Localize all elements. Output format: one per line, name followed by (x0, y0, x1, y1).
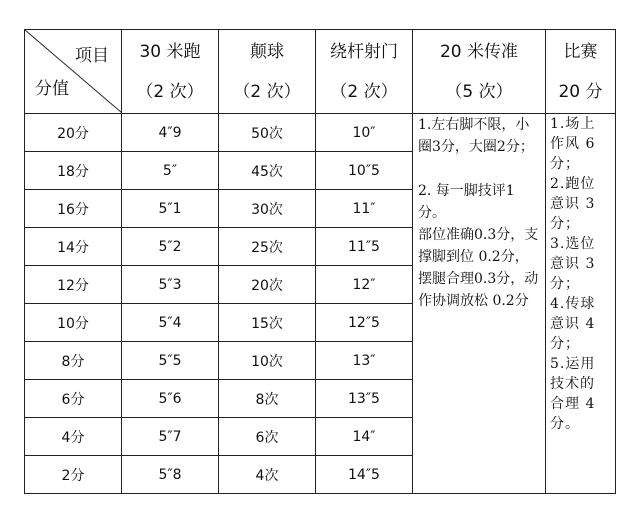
run-cell: 5″2 (122, 228, 219, 266)
dribble-cell: 11″5 (316, 228, 413, 266)
dribble-cell: 11″ (316, 190, 413, 228)
run-cell: 5″3 (122, 266, 219, 304)
juggle-cell: 4次 (219, 456, 316, 494)
score-cell: 14分 (25, 228, 122, 266)
score-cell: 6分 (25, 380, 122, 418)
score-cell: 18分 (25, 152, 122, 190)
match-criteria-note: 1.场上作风 6分； 2.跑位意识 3分； 3.选位意识 3分； 4.传球意识 4分； 5.运用技术的合理 4分。 (546, 114, 616, 494)
header-name: 30 米跑 (139, 41, 201, 62)
header-dribble-shoot (316, 30, 413, 114)
juggle-cell: 15次 (219, 304, 316, 342)
header-juggling (219, 30, 316, 114)
dribble-cell: 12″5 (316, 304, 413, 342)
score-cell: 8分 (25, 342, 122, 380)
juggle-cell: 45次 (219, 152, 316, 190)
run-cell: 5″5 (122, 342, 219, 380)
header-match (546, 30, 616, 114)
corner-header-cell (25, 30, 122, 114)
juggle-cell: 10次 (219, 342, 316, 380)
run-cell: 5″1 (122, 190, 219, 228)
score-cell: 16分 (25, 190, 122, 228)
juggle-cell: 8次 (219, 380, 316, 418)
corner-score-label: 分值 (35, 79, 69, 99)
score-cell: 2分 (25, 456, 122, 494)
header-count: 20 分 (558, 81, 603, 102)
score-cell: 20分 (25, 114, 122, 152)
dribble-cell: 14″ (316, 418, 413, 456)
dribble-cell: 10″5 (316, 152, 413, 190)
table-row (25, 114, 616, 152)
header-name: 比赛 (563, 41, 598, 62)
corner-item-label: 项目 (75, 46, 109, 66)
run-cell: 5″ (122, 152, 219, 190)
run-cell: 4″9 (122, 114, 219, 152)
dribble-cell: 14″5 (316, 456, 413, 494)
header-row (25, 30, 616, 114)
juggle-cell: 20次 (219, 266, 316, 304)
dribble-cell: 10″ (316, 114, 413, 152)
score-cell: 4分 (25, 418, 122, 456)
run-cell: 5″8 (122, 456, 219, 494)
juggle-cell: 30次 (219, 190, 316, 228)
dribble-cell: 13″5 (316, 380, 413, 418)
juggle-cell: 6次 (219, 418, 316, 456)
header-count: （2 次） (136, 81, 204, 102)
dribble-cell: 13″ (316, 342, 413, 380)
run-cell: 5″4 (122, 304, 219, 342)
header-30m-run (122, 30, 219, 114)
header-count: （2 次） (233, 81, 301, 102)
dribble-cell: 12″ (316, 266, 413, 304)
juggle-cell: 50次 (219, 114, 316, 152)
score-cell: 10分 (25, 304, 122, 342)
score-cell: 12分 (25, 266, 122, 304)
header-20m-pass (413, 30, 546, 114)
header-name: 颠球 (250, 41, 284, 62)
header-name: 绕杆射门 (330, 41, 398, 62)
header-count: （2 次） (330, 81, 398, 102)
header-name: 20 米传准 (439, 41, 519, 62)
run-cell: 5″6 (122, 380, 219, 418)
juggle-cell: 25次 (219, 228, 316, 266)
scoring-table (24, 29, 616, 494)
run-cell: 5″7 (122, 418, 219, 456)
header-count: （5 次） (445, 81, 513, 102)
pass-criteria-note: 1.左右脚不限，小圈3分，大圈2分； 2. 每一脚技评1分。 部位准确0.3分，支撑脚到位 0.2分， 摆腿合理0.3分，动作协调放松 0.2分 (413, 114, 546, 494)
